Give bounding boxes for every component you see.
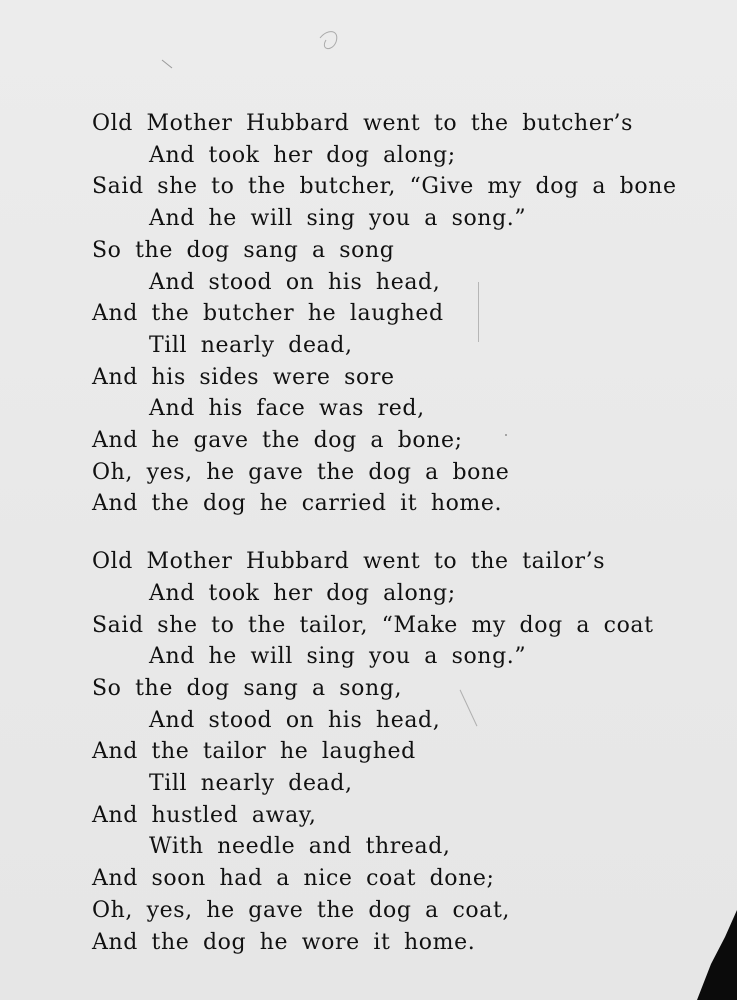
poem-line: And his sides were sore	[92, 364, 395, 390]
scan-marks	[150, 20, 370, 80]
poem-line: And stood on his head,	[149, 707, 441, 733]
poem	[92, 108, 692, 958]
poem-line: Till nearly dead,	[149, 332, 353, 358]
poem-line: Said she to the butcher, “Give my dog a bone	[92, 174, 677, 200]
poem-line: Old Mother Hubbard went to the tailor’s	[92, 549, 606, 575]
poem-line: And the butcher he laughed	[92, 301, 444, 327]
poem-line: Till nearly dead,	[149, 771, 353, 797]
poem-line: And hustled away,	[92, 802, 317, 828]
poem-line: And he gave the dog a bone;	[92, 428, 463, 454]
poem-line: And stood on his head,	[149, 269, 441, 295]
stanza-2	[92, 546, 692, 958]
poem-line: And took her dog along;	[149, 580, 456, 606]
poem-line: Old Mother Hubbard went to the butcher’s	[92, 111, 634, 136]
poem-line: And his face was red,	[149, 396, 425, 422]
poem-line: Oh, yes, he gave the dog a bone	[92, 459, 510, 485]
poem-line: And the dog he carried it home.	[92, 491, 503, 517]
poem-line: And the tailor he laughed	[92, 739, 416, 765]
poem-line: So the dog sang a song,	[92, 675, 403, 701]
poem-line: Oh, yes, he gave the dog a coat,	[92, 897, 510, 923]
poem-line: So the dog sang a song	[92, 237, 395, 263]
poem-line: And the dog he wore it home.	[92, 929, 476, 955]
poem-line: And took her dog along;	[149, 142, 456, 168]
poem-line: And he will sing you a song.”	[149, 206, 527, 232]
poem-line: And he will sing you a song.”	[149, 644, 527, 670]
poem-line: And soon had a nice coat done;	[92, 866, 495, 892]
poem-line: With needle and thread,	[149, 834, 451, 860]
poem-line: Said she to the tailor, “Make my dog a coat	[92, 612, 654, 638]
scan-speck	[478, 282, 479, 342]
stanza-1	[92, 108, 692, 520]
scan-edge-shadow	[697, 910, 737, 1000]
scan-speck	[505, 434, 507, 436]
